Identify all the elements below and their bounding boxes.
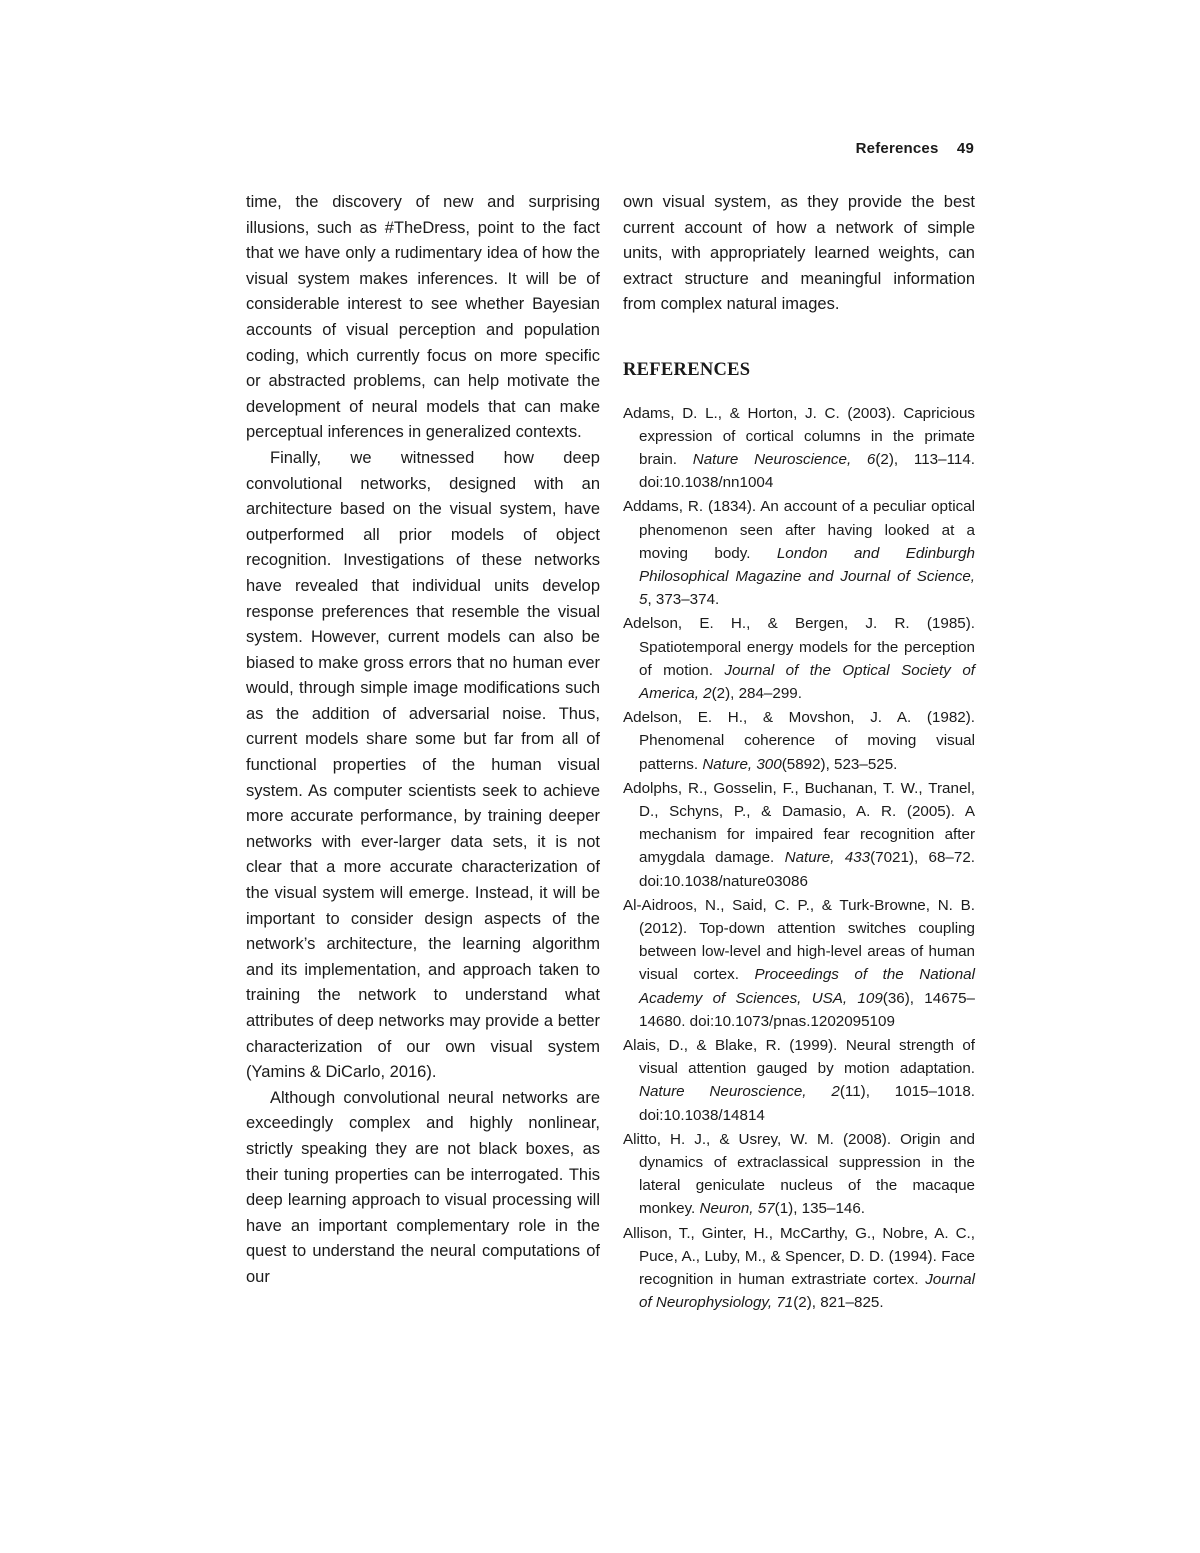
reference-journal: Journal of Neurophysiology, 71 xyxy=(639,1271,975,1312)
body-paragraph: Finally, we witnessed how deep convolutional networks, designed with an architecture based on the visual system, have outperformed all prior models of object recognition. Investigations of these networks have revealed that individual units develop response preferences that resemble the visual system. However, current models can also be biased to make gross errors that no human ever would, through simple image modifications such as the addition of adversarial noise. Thus, current models share some but far from all of functional properties of the human visual system. As computer scientists seek to achieve more accurate performance, by training deeper networks with ever-larger data sets, it is not clear that a more accurate characterization of the visual system will emerge. Instead, it will be important to consider design aspects of the network’s architecture, the learning algorithm and its implementation, and approach taken to training the network to understand what attributes of deep networks may provide a better characterization of our own visual system (Yamins & DiCarlo, 2016). xyxy=(246,448,600,1082)
reference-entry: Adolphs, R., Gosselin, F., Buchanan, T. W., Tranel, D., Schyns, P., & Damasio, A. R. (2005). A mechanism for impaired fear recognition after amygdala damage. Nature, 433(7021), 68–72. doi:10.1038/nature03086 xyxy=(623,779,975,890)
body-paragraph: Although convolutional neural networks are exceedingly complex and highly nonlinear, strictly speaking they are not black boxes, as their tuning properties can be interrogated. This deep learning approach to visual processing will have an important complementary role in the quest to understand the neural computations of our xyxy=(246,1088,600,1286)
reference-entry: Alitto, H. J., & Usrey, W. M. (2008). Origin and dynamics of extraclassical suppression in the lateral geniculate nucleus of the macaque monkey. Neuron, 57(1), 135–146. xyxy=(623,1130,975,1218)
reference-entry: Al-Aidroos, N., Said, C. P., & Turk-Browne, N. B. (2012). Top-down attention switches coupling between low-level and high-level areas of human visual cortex. Proceedings of the National Academy of Sciences, USA, 109(36), 14675–14680. doi:10.1073/pnas.1202095109 xyxy=(623,896,975,1030)
running-head xyxy=(856,140,974,157)
reference-journal: London and Edinburgh Philosophical Magazine and Journal of Science, 5 xyxy=(639,544,975,609)
reference-entry: Adams, D. L., & Horton, J. C. (2003). Capricious expression of cortical columns in the primate brain. Nature Neuroscience, 6(2), 113–114. doi:10.1038/nn1004 xyxy=(623,404,975,492)
reference-journal: Nature, 433 xyxy=(784,849,871,867)
reference-entry: Allison, T., Ginter, H., McCarthy, G., Nobre, A. C., Puce, A., Luby, M., & Spencer, D. D. (1994). Face recognition in human extrastriate cortex. Journal of Neurophysiology, 71(2), 821–825. xyxy=(623,1224,975,1312)
reference-entry: Addams, R. (1834). An account of a peculiar optical phenomenon seen after having looked at a moving body. London and Edinburgh Philosophical Magazine and Journal of Science, 5, 373–374. xyxy=(623,498,975,609)
reference-journal: Journal of the Optical Society of America, 2 xyxy=(639,661,975,702)
body-paragraph-continuation: own visual system, as they provide the best current account of how a network of simple units, with appropriately learned weights, can extract structure and meaningful information from complex natural images. xyxy=(623,193,975,314)
reference-journal: Proceedings of the National Academy of Sciences, USA, 109 xyxy=(639,966,975,1007)
reference-journal: Nature Neuroscience, 2 xyxy=(639,1083,840,1101)
reference-journal: Nature Neuroscience, 6 xyxy=(692,450,876,468)
reference-journal: Neuron, 57 xyxy=(699,1200,775,1218)
reference-entry: Alais, D., & Blake, R. (1999). Neural strength of visual attention gauged by motion adaptation. Nature Neuroscience, 2(11), 1015–1018. doi:10.1038/14814 xyxy=(623,1037,975,1124)
page-number: 49 xyxy=(956,140,974,157)
running-head-title: References xyxy=(855,140,939,157)
reference-list xyxy=(623,402,975,1315)
left-column xyxy=(246,190,600,1291)
reference-entry: Adelson, E. H., & Movshon, J. A. (1982). Phenomenal coherence of moving visual patterns. Nature, 300(5892), 523–525. xyxy=(623,709,975,773)
reference-journal: Nature, 300 xyxy=(702,755,782,773)
right-column xyxy=(623,190,975,1315)
references-heading: REFERENCES xyxy=(623,359,751,380)
reference-entry: Adelson, E. H., & Bergen, J. R. (1985). Spatiotemporal energy models for the perception of motion. Journal of the Optical Society of America, 2(2), 284–299. xyxy=(623,615,975,702)
body-paragraph: time, the discovery of new and surprising illusions, such as #TheDress, point to the fact that we have only a rudimentary idea of how the visual system makes inferences. It will be of considerable interest to see whether Bayesian accounts of visual perception and population coding, which currently focus on more specific or abstracted problems, can help motivate the development of neural models that can make perceptual inferences in generalized contexts. xyxy=(246,193,600,442)
